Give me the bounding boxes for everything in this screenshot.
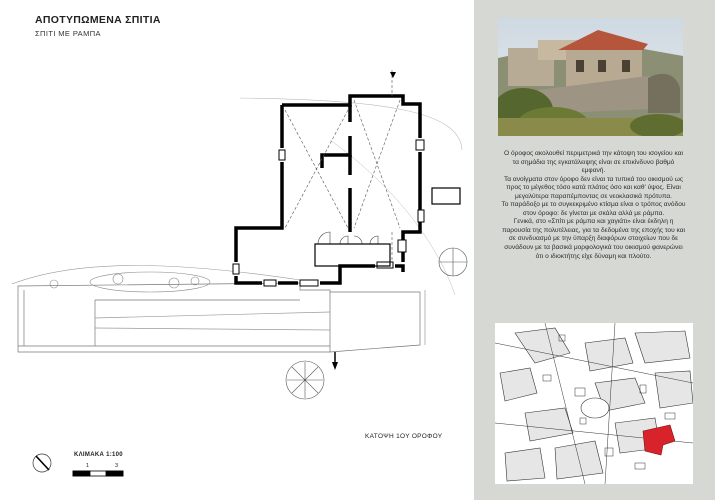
scale-label: ΚΛΙΜΑΚΑ 1:100 (74, 452, 123, 458)
description-paragraph-4: Γενικά, στο «Σπίτι με ράμπα και χαγιάτι» είναι έκδηλη η παρουσία της πολυτέλειας, για τα δεδομένα της εποχής του και σε συνδυασμό με την ύπαρξη διαφόρων στοιχείων που δε συνάδουν με τα βασικά μορφολογικά του οικισμού φανερώνει ότι ο ιδιοκτήτης είχε δύναμη και πλούτο. (502, 218, 685, 260)
interior-dash-lines (285, 70, 400, 262)
drawing-caption: ΚΑΤΟΨΗ 1ΟΥ ΟΡΟΦΟΥ (365, 433, 443, 440)
scale-tick-3: 3 (115, 463, 119, 469)
building-walls (236, 96, 420, 283)
window-marks (233, 140, 424, 286)
north-marks (332, 72, 396, 370)
garden-planting (50, 272, 210, 292)
description-paragraph-3: Το παράδοξο με το συγκεκριμένο κτίσμα είναι ο τρόπος ανόδου στον όροφο: δε γίνεται με σκάλα αλλά με ράμπα. (501, 201, 686, 217)
description-paragraph-1: Ο όροφος ακολουθεί περιμετρικά την κάτοψη του ισογείου και τα σημάδια της εγκατάλειψης είναι σε επικίνδυνο βαθμό εμφανή. (504, 150, 683, 175)
house-photo (498, 18, 683, 136)
scale-bar (73, 471, 123, 476)
landing (315, 188, 460, 266)
scale-tick-1: 1 (86, 463, 90, 469)
page-subtitle: ΣΠΙΤΙ ΜΕ ΡΑΜΠΑ (35, 29, 101, 38)
ramp-outline (18, 283, 425, 362)
tree-symbols (286, 248, 467, 399)
compass-icon (33, 454, 51, 472)
description-paragraph-2: Τα ανοίγματα στον όροφο δεν είναι τα τυπικά του οικισμού ως προς το μέγεθος τόσο κατά πλάτος όσο και καθ' ύψος. Είναι μεγαλύτερα παραπέμποντας σε νεοκλασικά πρότυπα. (503, 175, 684, 200)
description-text (501, 150, 686, 261)
location-map (495, 323, 693, 484)
door-swings (318, 232, 378, 244)
page-title: ΑΠΟΤΥΠΩΜΕΝΑ ΣΠΙΤΙΑ (35, 14, 161, 26)
